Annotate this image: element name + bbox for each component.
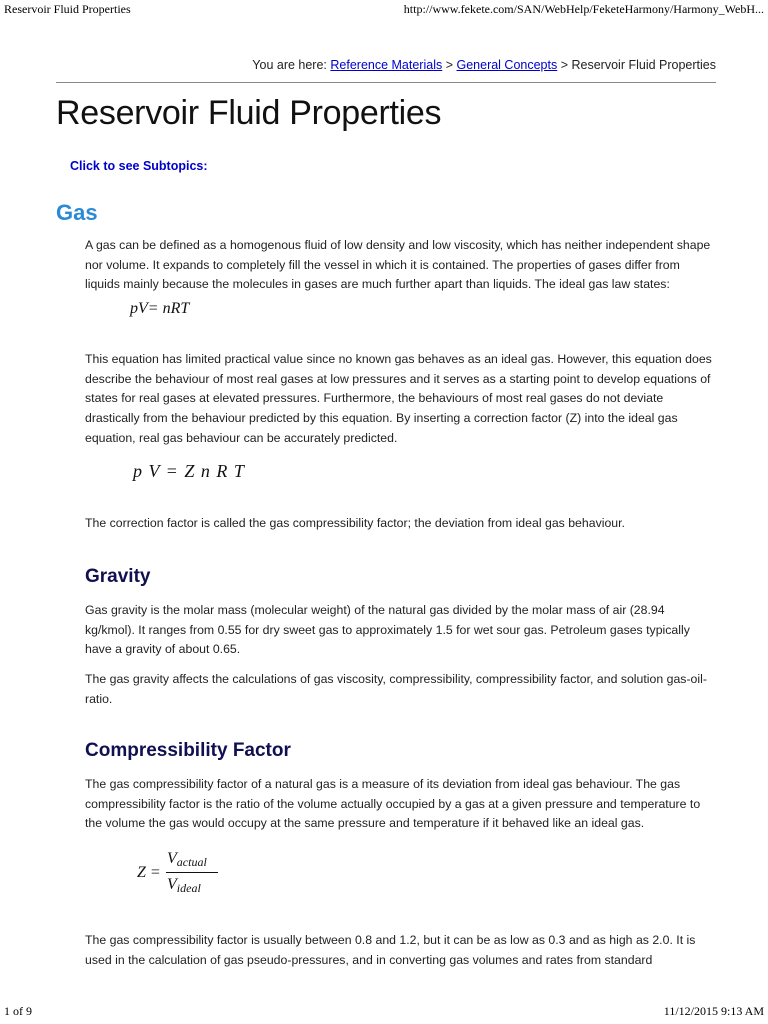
equation-real-gas-law: p V = Z n R T — [133, 461, 245, 481]
paragraph-text: The correction factor is called the gas compressibility factor; the deviation from ideal gas behaviour. — [85, 516, 625, 530]
equation-denominator — [167, 876, 201, 896]
paragraph-text: Gas gravity is the molar mass (molecular weight) of the natural gas divided by the molar mass of air (28.94 kg/kmol). It ranges from 0.55 for dry sweet gas to approximately 1.5 for wet sour gas. Petroleum gases typically have a gravity of about 0.65. — [85, 603, 690, 657]
section-heading-compressibility-factor: Compressibility Factor — [85, 740, 291, 761]
paragraph-text: The gas compressibility factor of a natural gas is a measure of its deviation from ideal gas behaviour. The gas compressibility factor is the ratio of the volume actually occupied by a gas at a given pressure and temperature to the volume the gas would occupy at the same pressure and temperature if it behaved like an ideal gas. — [85, 777, 701, 831]
equation-numerator — [167, 850, 207, 870]
section-heading-gravity: Gravity — [85, 566, 151, 587]
section-heading-gas: Gas — [56, 200, 98, 225]
gas-paragraph-2 — [85, 350, 715, 449]
paragraph-text: This equation has limited practical value since no known gas behaves as an ideal gas. However, this equation does describe the behaviour of most real gases at low pressures and it serves as a starting point to develop equations of states for real gases at elevated pressures. Furthermore, the behaviours of most real gases do not deviate drastically from the behaviour predicted by this equation. By inserting a correction factor (Z) into the ideal gas equation, real gas behaviour can be accurately predicted. — [85, 352, 712, 445]
equation-ideal-gas-law: pV= nRT — [130, 300, 190, 317]
breadcrumb-separator: > — [557, 58, 572, 72]
page-title: Reservoir Fluid Properties — [56, 94, 442, 132]
paragraph-text: The gas gravity affects the calculations of gas viscosity, compressibility, compressibility factor, and solution gas-oil-ratio. — [85, 672, 707, 706]
breadcrumb-link-general-concepts[interactable]: General Concepts — [456, 58, 558, 72]
gravity-paragraph-1 — [85, 601, 715, 660]
subtopics-link[interactable]: Click to see Subtopics: — [70, 159, 208, 173]
breadcrumb — [252, 58, 716, 72]
denominator-base: V — [167, 876, 177, 893]
page-count: 1 of 9 — [4, 1004, 32, 1018]
print-footer — [4, 1004, 764, 1020]
breadcrumb-prefix: You are here: — [252, 58, 331, 72]
paragraph-text: A gas can be defined as a homogenous fluid of low density and low viscosity, which has neither independent shape nor volume. It expands to completely fill the vessel in which it is contained. The properties of gases differ from liquids mainly because the molecules in gases are much further apart than liquids. The ideal gas law states: — [85, 238, 711, 292]
compressibility-paragraph-1 — [85, 775, 715, 834]
numerator-base: V — [167, 850, 177, 867]
denominator-subscript: ideal — [176, 881, 201, 895]
breadcrumb-link-reference-materials[interactable]: Reference Materials — [330, 58, 443, 72]
breadcrumb-separator: > — [442, 58, 457, 72]
numerator-subscript: actual — [176, 855, 207, 869]
print-header — [4, 2, 764, 18]
compressibility-paragraph-2 — [85, 931, 715, 970]
breadcrumb-divider — [56, 82, 716, 83]
gas-paragraph-3 — [85, 514, 715, 534]
gravity-paragraph-2 — [85, 670, 715, 709]
print-header-url: http://www.fekete.com/SAN/WebHelp/FeketeHarmony/Harmony_WebH... — [403, 2, 764, 16]
print-header-title: Reservoir Fluid Properties — [4, 2, 131, 16]
paragraph-text: The gas compressibility factor is usually between 0.8 and 1.2, but it can be as low as 0.3 and as high as 2.0. It is used in the calculation of gas pseudo-pressures, and in converting gas volumes and rates from standard — [85, 933, 696, 967]
equation-lhs: Z = — [137, 864, 161, 881]
print-timestamp: 11/12/2015 9:13 AM — [663, 1004, 764, 1018]
fraction-bar — [166, 872, 218, 873]
gas-paragraph-1 — [85, 236, 715, 295]
breadcrumb-current: Reservoir Fluid Properties — [571, 58, 716, 72]
equation-compressibility-factor — [137, 850, 237, 900]
